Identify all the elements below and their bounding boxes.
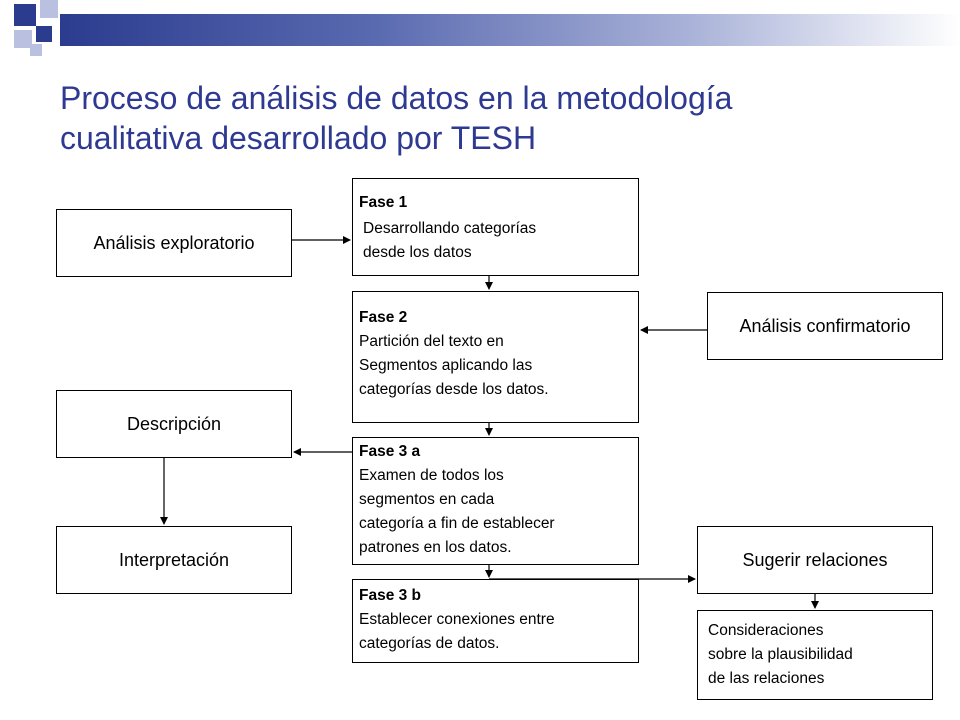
phase-heading: Fase 3 b [359, 587, 422, 604]
phase-heading: Fase 2 [359, 309, 408, 326]
page-title-line1: Proceso de análisis de datos en la metodología [60, 80, 733, 116]
box-label: Sugerir relaciones [742, 549, 888, 570]
phase-line: Desarrollando categorías [363, 220, 537, 237]
phase-heading: Fase 1 [359, 194, 408, 211]
phase-line: Segmentos aplicando las [359, 357, 533, 374]
phase-line: de las relaciones [708, 670, 825, 687]
box-label: Análisis confirmatorio [739, 315, 911, 336]
phase-line: segmentos en cada [359, 491, 495, 508]
page-title-line2: cualitativa desarrollado por TESH [60, 120, 537, 156]
phase-line: desde los datos [363, 244, 472, 261]
phase-line: Partición del texto en [359, 333, 504, 350]
phase-line: categorías desde los datos. [359, 381, 549, 398]
phase-line: sobre la plausibilidad [708, 646, 853, 663]
phase-heading: Fase 3 a [359, 443, 421, 460]
phase-line: patrones en los datos. [359, 539, 512, 556]
box-label: Interpretación [118, 549, 230, 570]
phase-line: Establecer conexiones entre [359, 611, 555, 628]
phase-line: Consideraciones [708, 622, 824, 639]
phase-line: categoría a fin de establecer [359, 515, 555, 532]
phase-line: categorías de datos. [359, 635, 500, 652]
box-label: Análisis exploratorio [93, 232, 255, 253]
box-label: Descripción [126, 413, 222, 434]
phase-line: Examen de todos los [359, 467, 504, 484]
